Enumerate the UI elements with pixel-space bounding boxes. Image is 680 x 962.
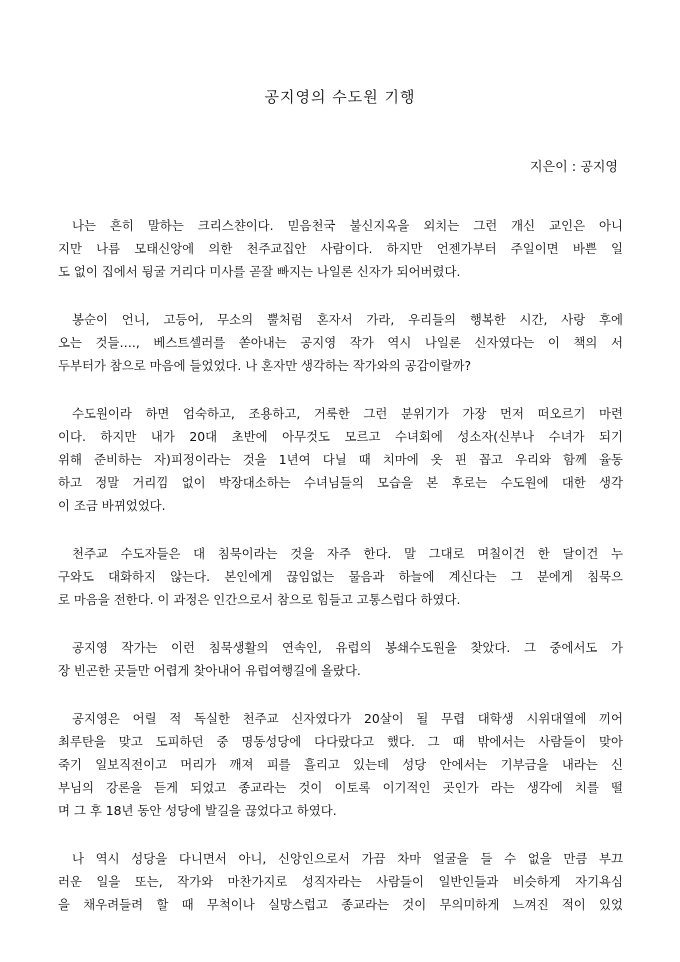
document-title: 공지영의 수도원 기행 (264, 88, 416, 106)
paragraph-line: 수도원이라 하면 엄숙하고, 조용하고, 거룩한 그런 분위기가 가장 먼저 떠오르기 마련 (72, 406, 623, 421)
paragraph-line: 을 채우려들려 할 때 무척이나 실망스럽고 종교라는 것이 무의미하게 느껴진 적이 있었 (58, 897, 623, 912)
paragraph (58, 707, 623, 822)
paragraph-line: 나는 흔히 말하는 크리스챤이다. 믿음천국 불신지옥을 외치는 그런 개신 교인은 아니 (72, 218, 623, 233)
paragraph (58, 542, 623, 611)
paragraph (58, 402, 623, 517)
document-body (58, 214, 623, 941)
paragraph-line: 천주교 수도자들은 대 침묵이라는 것을 자주 한다. 말 그대로 며칠이건 한 달이건 누 (72, 546, 623, 561)
paragraph (58, 847, 623, 916)
paragraph-line: 나 역시 성당을 다니면서 아니, 신앙인으로서 가끔 차마 얼굴을 들 수 없을 만큼 부끄 (72, 851, 623, 866)
author-line: 지은이 : 공지영 (530, 160, 618, 175)
paragraph-line: 두부터가 참으로 마음에 들었었다. 나 혼자만 생각하는 작가와의 공감이랄까? (58, 358, 472, 373)
paragraph-line: 죽기 일보직전이고 머리가 깨져 피를 흘리고 있는데 성당 안에서는 기부금을 내라는 신 (58, 757, 623, 772)
paragraph-line: 장 빈곤한 곳들만 어렵게 찾아내어 유럽여행길에 올랐다. (58, 663, 361, 678)
paragraph-line: 봉순이 언니, 고등어, 무소의 뿔처럼 혼자서 가라, 우리들의 행복한 시간, 사랑 후에 (72, 312, 623, 327)
paragraph (58, 308, 623, 377)
paragraph (58, 636, 623, 682)
paragraph-line: 부님의 강론을 듣게 되었고 종교라는 것이 이토록 이기적인 곳인가 라는 생각에 치를 떨 (58, 780, 623, 795)
paragraph-line: 하고 정말 거리낌 없이 박장대소하는 수녀님들의 모습을 본 후로는 수도원에 대한 생각 (58, 475, 623, 490)
paragraph-line: 최루탄을 맞고 도피하던 중 명동성당에 다다랐다고 했다. 그 때 밖에서는 사람들이 맞아 (58, 734, 623, 749)
paragraph-line: 도 없이 집에서 뒹굴 거리다 미사를 곧잘 빠지는 나일론 신자가 되어버렸다. (58, 264, 461, 279)
paragraph-line: 이 조금 바뀌었었다. (58, 498, 166, 513)
paragraph (58, 214, 623, 283)
paragraph-line: 며 그 후 18년 동안 성당에 발길을 끊었다고 하였다. (58, 803, 337, 818)
paragraph-line: 러운 일을 또는, 작가와 마찬가지로 성직자라는 사람들이 일반인들과 비슷하게 자기욕심 (58, 874, 623, 889)
paragraph-line: 구와도 대화하지 않는다. 본인에게 끊임없는 물음과 하늘에 계신다는 그 분에게 침묵으 (58, 569, 623, 584)
paragraph-line: 위해 준비하는 자)피정이라는 것을 1년여 다닐 때 치마에 옷 핀 꼽고 우리와 함께 율동 (58, 452, 623, 467)
paragraph-line: 공지영 작가는 이런 침묵생활의 연속인, 유럽의 봉쇄수도원을 찾았다. 그 중에서도 가 (72, 640, 623, 655)
paragraph-line: 오는 것들…., 베스트셀러를 쏟아내는 공지영 작가 역시 나일론 신자였다는 이 책의 서 (58, 335, 623, 350)
paragraph-line: 공지영은 어릴 적 독실한 천주교 신자였다가 20살이 될 무렵 대학생 시위대열에 끼어 (72, 711, 623, 726)
paragraph-line: 로 마음을 전한다. 이 과정은 인간으로서 참으로 힘들고 고통스럽다 하였다. (58, 592, 461, 607)
paragraph-line: 지만 나름 모태신앙에 의한 천주교집안 사람이다. 하지만 언젠가부터 주일이면 바쁜 일 (58, 241, 623, 256)
paragraph-line: 이다. 하지만 내가 20대 초반에 아무것도 모르고 수녀회에 성소자(신부나 수녀가 되기 (58, 429, 623, 444)
